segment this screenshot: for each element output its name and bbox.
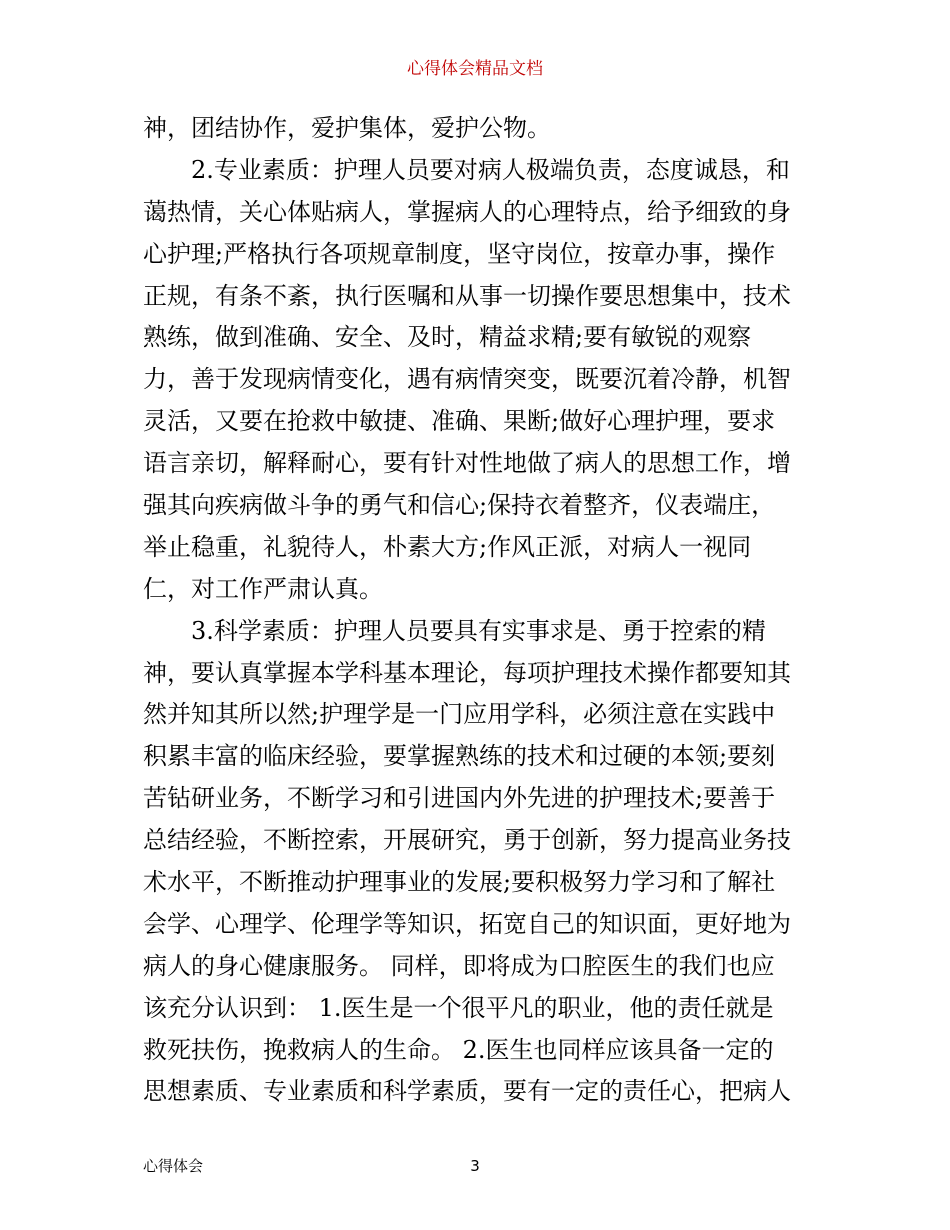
body-line: 蔼热情，关心体贴病人，掌握病人的心理特点，给予细致的身 — [143, 197, 791, 226]
body-line: 神，要认真掌握本学科基本理论，每项护理技术操作都要知其 — [143, 658, 791, 687]
body-line: 2.专业素质：护理人员要对病人极端负责，态度诚恳，和 — [143, 155, 790, 184]
page-number: 3 — [470, 1157, 480, 1175]
body-line: 神，团结协作，爱护集体，爱护公物。 — [143, 114, 551, 142]
body-line: 然并知其所以然;护理学是一门应用学科，必须注意在实践中 — [143, 700, 776, 729]
body-line: 该充分认识到： 1.医生是一个很平凡的职业，他的责任就是 — [143, 993, 774, 1022]
body-line: 总结经验，不断控索，开展研究，勇于创新，努力提高业务技 — [143, 826, 791, 855]
body-line: 仁，对工作严肃认真。 — [143, 574, 383, 603]
body-line: 救死扶伤，挽救病人的生命。 2.医生也同样应该具备一定的 — [143, 1035, 774, 1064]
body-line: 术水平，不断推动护理事业的发展;要积极努力学习和了解社 — [143, 868, 776, 897]
body-line: 熟练，做到准确、安全、及时，精益求精;要有敏锐的观察 — [143, 323, 752, 352]
body-line: 苦钻研业务，不断学习和引进国内外先进的护理技术;要善于 — [143, 784, 776, 813]
document-body — [143, 108, 815, 1113]
page-header-title: 心得体会精品文档 — [407, 59, 543, 79]
body-line: 举止稳重，礼貌待人，朴素大方;作风正派，对病人一视同 — [143, 532, 752, 561]
body-line: 力，善于发现病情变化，遇有病情突变，既要沉着冷静，机智 — [143, 365, 791, 394]
body-line: 语言亲切，解释耐心，要有针对性地做了病人的思想工作，增 — [143, 449, 791, 478]
body-line: 心护理;严格执行各项规章制度，坚守岗位，按章办事，操作 — [143, 239, 776, 268]
body-line: 强其向疾病做斗争的勇气和信心;保持衣着整齐，仪表端庄， — [143, 491, 776, 520]
footer-label: 心得体会 — [143, 1157, 204, 1175]
body-line: 灵活，又要在抢救中敏捷、准确、果断;做好心理护理，要求 — [143, 407, 776, 436]
body-line: 积累丰富的临床经验，要掌握熟练的技术和过硬的本领;要刻 — [143, 742, 776, 771]
body-line: 3.科学素质：护理人员要具有实事求是、勇于控索的精 — [143, 616, 766, 645]
body-line: 思想素质、专业素质和科学素质，要有一定的责任心，把病人 — [143, 1077, 791, 1106]
body-line: 正规，有条不紊，执行医嘱和从事一切操作要思想集中，技术 — [143, 281, 791, 310]
body-line: 会学、心理学、伦理学等知识，拓宽自己的知识面，更好地为 — [143, 909, 791, 938]
body-line: 病人的身心健康服务。 同样，即将成为口腔医生的我们也应 — [143, 951, 775, 980]
